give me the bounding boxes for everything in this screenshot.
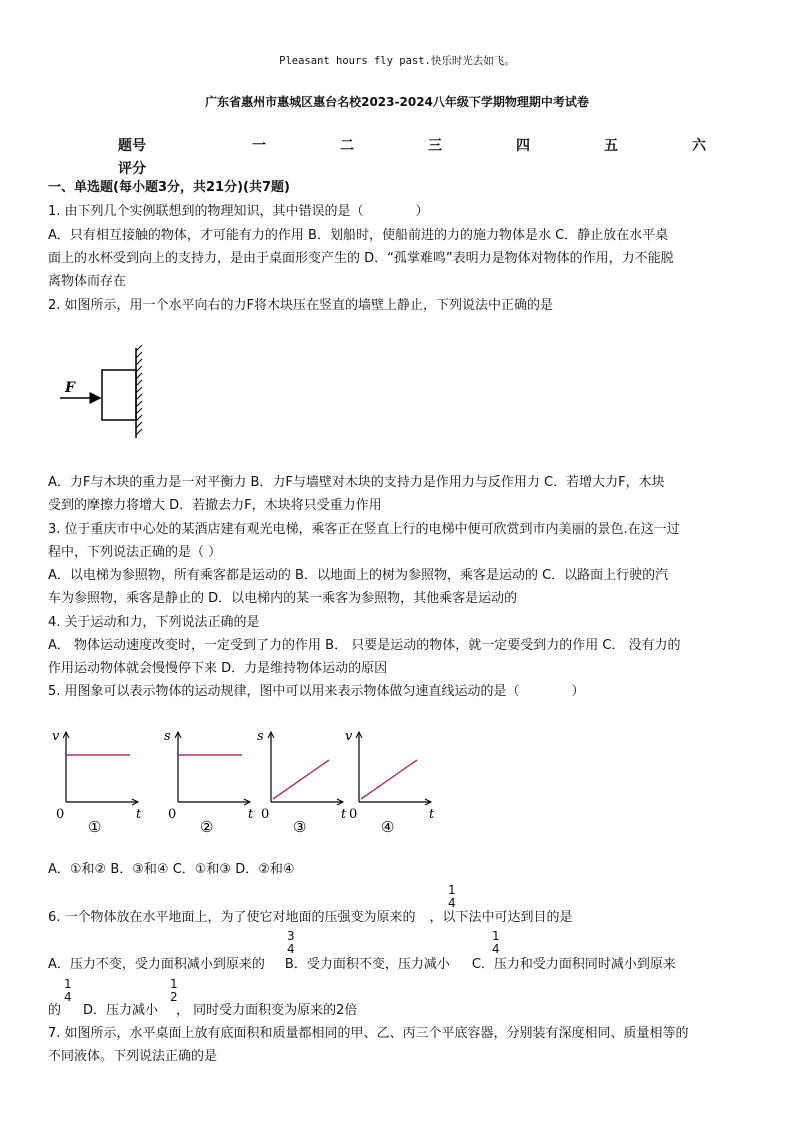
q6-options-line2: [48, 1003, 357, 1019]
graph-origin-label: 0: [56, 807, 65, 822]
q6-stem-fraction: [448, 884, 456, 910]
q3-stem-line2: 程中，下列说法正确的是（ ）: [48, 545, 222, 560]
score-col-5: 五: [604, 138, 618, 154]
q5-motion-graphs: [40, 722, 440, 837]
q6-option-c-fraction: [64, 978, 72, 1004]
graph-x-label: t: [136, 807, 142, 822]
score-col-1: 一: [252, 138, 266, 154]
q3-stem-line1: 3. 位于重庆市中心处的某酒店建有观光电梯，乘客正在竖直上行的电梯中便可欣赏到市内美丽的景色.在这一过: [48, 522, 680, 537]
score-row-label: 题号: [118, 138, 146, 154]
force-label: F: [65, 380, 75, 396]
q6-option-c-cont: 的: [48, 1003, 62, 1018]
graph-origin-label: 0: [261, 807, 270, 822]
fraction-denominator: 4: [448, 896, 456, 910]
q6-options-line1: [48, 957, 676, 973]
fraction-numerator: 3: [287, 929, 295, 943]
q6-option-b-fraction: [492, 930, 500, 956]
q6-option-a: A．压力不变，受力面积减小到原来的: [48, 957, 265, 972]
graph-number-label: ①: [88, 818, 102, 836]
q2-wall-block-figure: [55, 345, 155, 440]
q6-option-b: B．受力面积不变，压力减小: [284, 957, 450, 972]
graph-y-label: s: [164, 729, 171, 744]
q6-option-c: C．压力和受力面积同时减小到原来: [471, 957, 676, 972]
graph-y-label: v: [52, 729, 60, 744]
wooden-block: [102, 370, 136, 420]
fraction-denominator: 2: [170, 990, 178, 1004]
graph-number-label: ②: [200, 818, 214, 836]
q5-options: A．①和② B．③和④ C．①和③ D．②和④: [48, 862, 295, 877]
wall-hatching: [136, 345, 142, 435]
fraction-denominator: 4: [64, 990, 72, 1004]
q6-option-d-fraction: [170, 978, 178, 1004]
exam-title: 广东省惠州市惠城区惠台名校2023-2024八年级下学期物理期中考试卷: [205, 95, 589, 109]
graph-origin-label: 0: [168, 807, 177, 822]
q6-stem-part-b: ，以下法中可达到目的是: [429, 910, 573, 925]
q6-stem: [48, 910, 573, 926]
page-header-motto: Pleasant hours fly past.快乐时光去如飞。: [279, 55, 515, 67]
q1-options-line2: 面上的水杯受到向上的支持力，是由于桌面形变产生的 D．“孤掌难鸣”表明力是物体对物体的作用，力不能脱: [48, 251, 674, 266]
q6-stem-part-a: 6. 一个物体放在水平地面上，为了使它对地面的压强变为原来的: [48, 910, 416, 925]
graph-origin-label: 0: [349, 807, 358, 822]
graph-x-label: t: [341, 807, 347, 822]
section-heading: 一、单选题(每小题3分，共21分)(共7题): [48, 180, 290, 195]
q2-options-line2: 受到的摩擦力将增大 D．若撤去力F，木块将只受重力作用: [48, 498, 382, 513]
score-col-3: 三: [428, 138, 442, 154]
graph-data-line: [273, 760, 329, 799]
graph-number-label: ③: [293, 818, 307, 836]
q2-stem: 2. 如图所示，用一个水平向右的力F将木块压在竖直的墙壁上静止，下列说法中正确的是: [48, 298, 554, 313]
q7-stem-line1: 7. 如图所示，水平桌面上放有底面积和质量都相同的甲、乙、丙三个平底容器，分别装有深度相同、质量相等的: [48, 1026, 689, 1041]
score-row2-label: 评分: [118, 161, 146, 177]
q6-option-d: D．压力减小: [83, 1003, 159, 1018]
fraction-numerator: 1: [64, 977, 72, 991]
q1-options-line1: A．只有相互接触的物体，才可能有力的作用 B．划船时，使船前进的力的施力物体是水 C．静止放在水平桌: [48, 228, 669, 243]
q7-stem-line2: 不同液体。下列说法正确的是: [48, 1049, 218, 1064]
graph-x-label: t: [248, 807, 254, 822]
q4-stem: 4. 关于运动和力，下列说法正确的是: [48, 615, 260, 630]
q1-options-line3: 离物体而存在: [48, 274, 127, 289]
graph-x-label: t: [429, 807, 435, 822]
q2-options-line1: A．力F与木块的重力是一对平衡力 B．力F与墙壁对木块的支持力是作用力与反作用力 C．若增大力F，木块: [48, 475, 665, 490]
graph-number-label: ④: [381, 818, 395, 836]
q4-options-line1: A． 物体运动速度改变时，一定受到了力的作用 B． 只要是运动的物体，就一定要受到力的作用 C． 没有力的: [48, 638, 681, 653]
q3-options-line1: A．以电梯为参照物，所有乘客都是运动的 B．以地面上的树为参照物，乘客是运动的 C．以路面上行驶的汽: [48, 568, 669, 583]
q3-options-line2: 车为参照物，乘客是静止的 D．以电梯内的某一乘客为参照物，其他乘客是运动的: [48, 591, 518, 606]
fraction-denominator: 4: [492, 942, 500, 956]
fraction-numerator: 1: [492, 929, 500, 943]
graph-y-label: s: [257, 729, 264, 744]
graph-data-line: [361, 760, 417, 799]
fraction-denominator: 4: [287, 942, 295, 956]
q4-options-line2: 作用运动物体就会慢慢停下来 D．力是维持物体运动的原因: [48, 661, 388, 676]
q6-option-d-cont: ， 同时受力面积变为原来的2倍: [176, 1003, 358, 1018]
fraction-numerator: 1: [448, 883, 456, 897]
score-col-6: 六: [692, 138, 706, 154]
graph-y-label: v: [345, 729, 353, 744]
score-col-2: 二: [340, 138, 354, 154]
q6-option-a-fraction: [287, 930, 295, 956]
q5-stem: 5. 用图象可以表示物体的运动规律，图中可以用来表示物体做匀速直线运动的是（ ）: [48, 684, 585, 699]
score-col-4: 四: [516, 138, 530, 154]
q1-stem: 1. 由下列几个实例联想到的物理知识，其中错误的是（ ）: [48, 204, 429, 219]
fraction-numerator: 1: [170, 977, 178, 991]
